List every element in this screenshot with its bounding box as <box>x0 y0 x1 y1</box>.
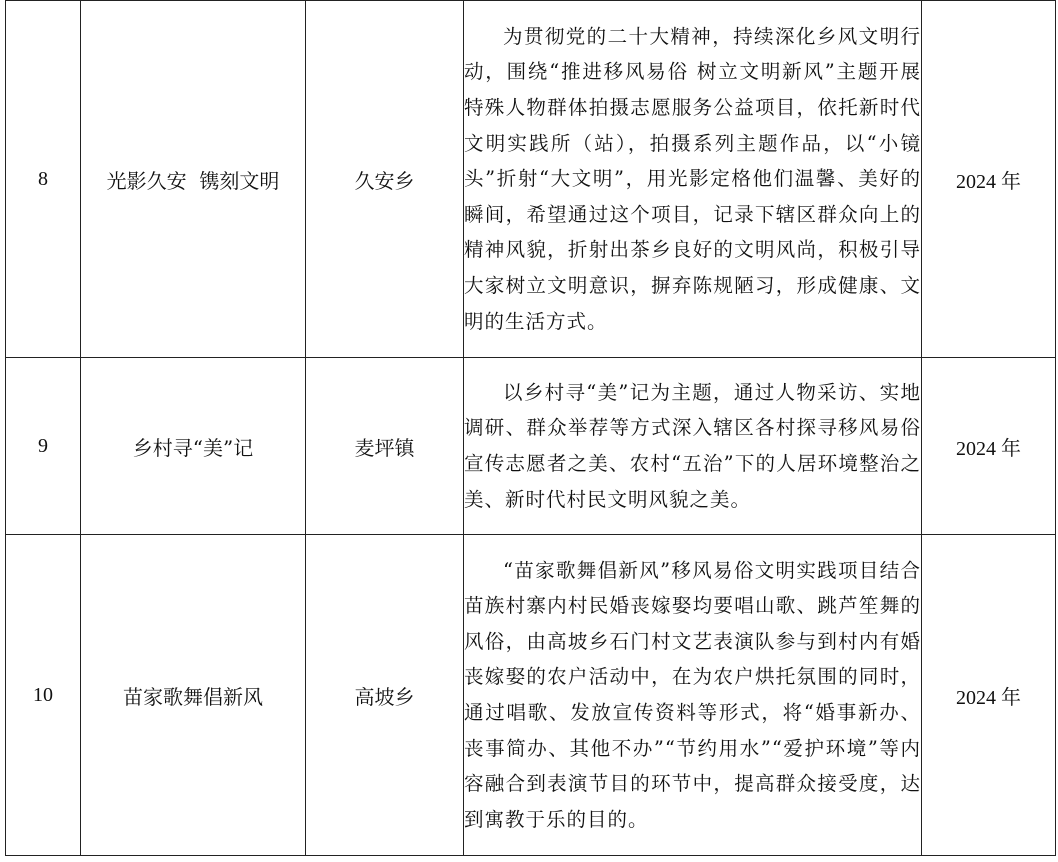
project-location: 麦坪镇 <box>306 358 464 535</box>
row-number: 10 <box>6 535 81 856</box>
project-description: “苗家歌舞倡新风”移风易俗文明实践项目结合苗族村寨内村民婚丧嫁娶均要唱山歌、跳芦笙舞的风俗，由高坡乡石门村文艺表演队参与到村内有婚丧嫁娶的农户活动中，在为农户烘托氛围的同时，通过唱歌、发放宣传资料等形式，将“婚事新办、丧事简办、其他不办”“节约用水”“爱护环境”等内容融合到表演节目的环节中，提高群众接受度，达到寓教于乐的目的。 <box>464 558 921 831</box>
project-location: 高坡乡 <box>306 535 464 856</box>
table-row <box>6 358 1056 535</box>
project-name: 光影久安 镌刻文明 <box>81 1 306 358</box>
project-year: 2024 年 <box>922 535 1056 856</box>
project-table <box>5 0 1056 856</box>
project-description: 以乡村寻“美”记为主题，通过人物采访、实地调研、群众举荐等方式深入辖区各村探寻移风易俗宣传志愿者之美、农村“五治”下的人居环境整治之美、新时代村民文明风貌之美。 <box>464 380 921 511</box>
project-location: 久安乡 <box>306 1 464 358</box>
row-number: 8 <box>6 1 81 358</box>
project-description-cell <box>464 358 922 535</box>
project-description-cell <box>464 535 922 856</box>
project-year: 2024 年 <box>922 1 1056 358</box>
table-row <box>6 1 1056 358</box>
row-number: 9 <box>6 358 81 535</box>
project-year: 2024 年 <box>922 358 1056 535</box>
project-name: 苗家歌舞倡新风 <box>81 535 306 856</box>
table-row <box>6 535 1056 856</box>
project-description: 为贯彻党的二十大精神，持续深化乡风文明行动，围绕“推进移风易俗 树立文明新风”主题开展特殊人物群体拍摄志愿服务公益项目，依托新时代文明实践所（站），拍摄系列主题作品，以“小镜头”折射“大文明”，用光影定格他们温馨、美好的瞬间，希望通过这个项目，记录下辖区群众向上的精神风貌，折射出茶乡良好的文明风尚，积极引导大家树立文明意识，摒弃陈规陋习，形成健康、文明的生活方式。 <box>464 24 921 333</box>
project-description-cell <box>464 1 922 358</box>
project-name: 乡村寻“美”记 <box>81 358 306 535</box>
